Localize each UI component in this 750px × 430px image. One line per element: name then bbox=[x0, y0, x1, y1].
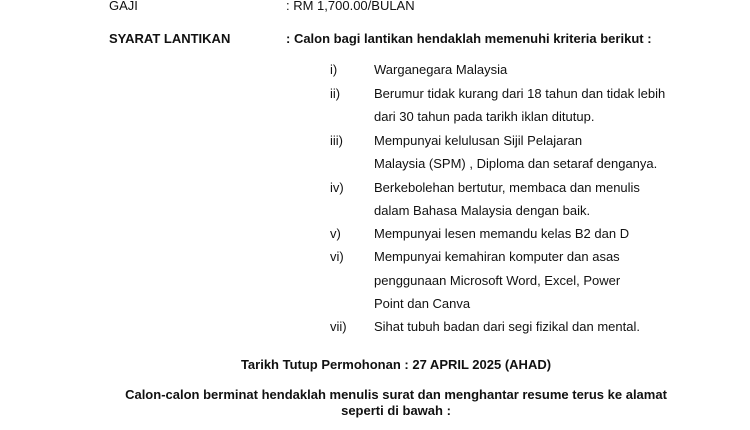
criteria-text: dari 30 tahun pada tarikh iklan ditutup. bbox=[374, 109, 595, 124]
criteria-text: Mempunyai kelulusan Sijil Pelajaran bbox=[374, 133, 583, 148]
instructions-line-2: seperti di bawah : bbox=[341, 403, 451, 418]
requirements-intro: : Calon bagi lantikan hendaklah memenuhi kriteria berikut : bbox=[286, 31, 652, 46]
criteria-text: Mempunyai lesen memandu kelas B2 dan D bbox=[374, 226, 630, 241]
criteria-number: vii) bbox=[330, 319, 347, 334]
criteria-text: Sihat tubuh badan dari segi fizikal dan mental. bbox=[374, 319, 640, 334]
criteria-text: Malaysia (SPM) , Diploma dan setaraf denganya. bbox=[374, 156, 658, 171]
closing-date: Tarikh Tutup Permohonan : 27 APRIL 2025 (AHAD) bbox=[240, 357, 552, 372]
criteria-number: vi) bbox=[330, 249, 344, 264]
criteria-text: Berumur tidak kurang dari 18 tahun dan tidak lebih bbox=[374, 86, 666, 101]
criteria-text: Warganegara Malaysia bbox=[374, 62, 508, 77]
criteria-text: Mempunyai kemahiran komputer dan asas bbox=[374, 249, 620, 264]
criteria-text: dalam Bahasa Malaysia dengan baik. bbox=[374, 203, 591, 218]
criteria-number: ii) bbox=[330, 86, 341, 101]
instructions-line-1: Calon-calon berminat hendaklah menulis surat dan menghantar resume terus ke alamat bbox=[125, 387, 667, 402]
requirements-label: SYARAT LANTIKAN bbox=[109, 31, 231, 46]
criteria-number: v) bbox=[330, 226, 341, 241]
criteria-number: iii) bbox=[330, 133, 343, 148]
salary-label: GAJI bbox=[109, 0, 138, 13]
criteria-number: i) bbox=[330, 62, 338, 77]
criteria-text: Point dan Canva bbox=[374, 296, 471, 311]
salary-value: : RM 1,700.00/BULAN bbox=[286, 0, 415, 13]
criteria-text: penggunaan Microsoft Word, Excel, Power bbox=[374, 273, 621, 288]
criteria-number: iv) bbox=[330, 180, 344, 195]
criteria-text: Berkebolehan bertutur, membaca dan menulis bbox=[374, 180, 640, 195]
